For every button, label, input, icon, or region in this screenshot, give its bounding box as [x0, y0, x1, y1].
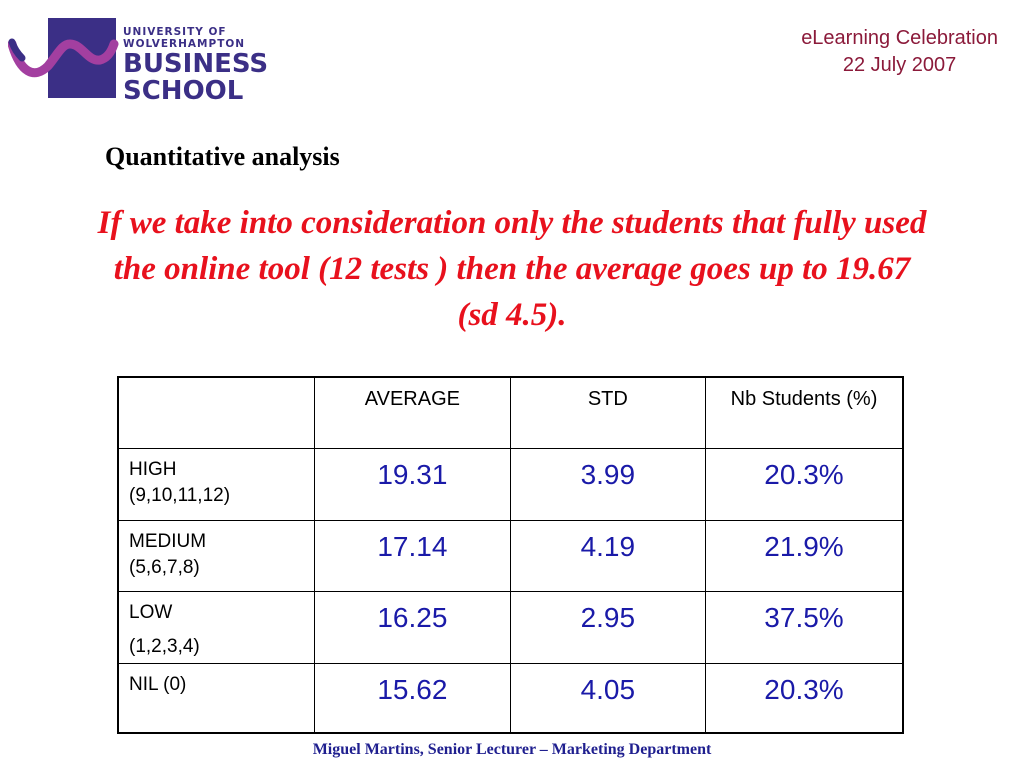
- students-value: 20.3%: [706, 448, 903, 520]
- row-label-range: (9,10,11,12): [129, 484, 231, 506]
- students-value: 37.5%: [706, 591, 903, 663]
- event-title: eLearning Celebration: [801, 27, 998, 49]
- event-info: [801, 25, 998, 79]
- row-label: [118, 591, 315, 663]
- std-value: 4.05: [510, 663, 705, 733]
- logo-wordmark: [123, 26, 268, 104]
- row-label-range: (1,2,3,4): [129, 635, 200, 657]
- logo-line-business: BUSINESS: [123, 49, 269, 79]
- row-label: [118, 520, 315, 591]
- logo-line-wolverhampton: WOLVERHAMPTON: [123, 38, 246, 50]
- table-row: [118, 520, 903, 591]
- row-label: [118, 448, 315, 520]
- lead-statement: If we take into consideration only the students that fully used the online tool (12 tests ) then the average goes up to 19.67 (sd 4.5).: [97, 205, 927, 333]
- average-value: 17.14: [315, 520, 511, 591]
- table-header-row: [118, 377, 903, 448]
- row-label: [118, 663, 315, 733]
- average-value: 16.25: [315, 591, 511, 663]
- header-cell-average: AVERAGE: [315, 377, 511, 448]
- header-cell-std: STD: [510, 377, 705, 448]
- std-value: 2.95: [510, 591, 705, 663]
- row-label-name: NIL (0): [129, 673, 187, 695]
- header-cell-students: Nb Students (%): [706, 377, 903, 448]
- row-label-name: MEDIUM: [129, 530, 207, 552]
- footer-credit: Miguel Martins, Senior Lecturer – Marketing Department: [312, 741, 712, 758]
- logo-line-university: UNIVERSITY OF: [123, 26, 227, 38]
- row-label-range: (5,6,7,8): [129, 556, 200, 578]
- row-label-name: HIGH: [129, 458, 177, 480]
- table-row: [118, 663, 903, 733]
- students-value: 20.3%: [706, 663, 903, 733]
- average-value: 15.62: [315, 663, 511, 733]
- students-value: 21.9%: [706, 520, 903, 591]
- average-value: 19.31: [315, 448, 511, 520]
- row-label-name: LOW: [129, 601, 173, 623]
- section-heading: Quantitative analysis: [105, 142, 340, 171]
- header-cell-empty: [118, 377, 315, 448]
- event-date: 22 July 2007: [842, 54, 957, 76]
- table-row: [118, 448, 903, 520]
- std-value: 3.99: [510, 448, 705, 520]
- university-logo: [8, 14, 269, 106]
- results-table: [117, 376, 904, 734]
- std-value: 4.19: [510, 520, 705, 591]
- wolverhampton-emblem-icon: [8, 14, 120, 102]
- logo-line-school: SCHOOL: [123, 76, 244, 106]
- table-row: [118, 591, 903, 663]
